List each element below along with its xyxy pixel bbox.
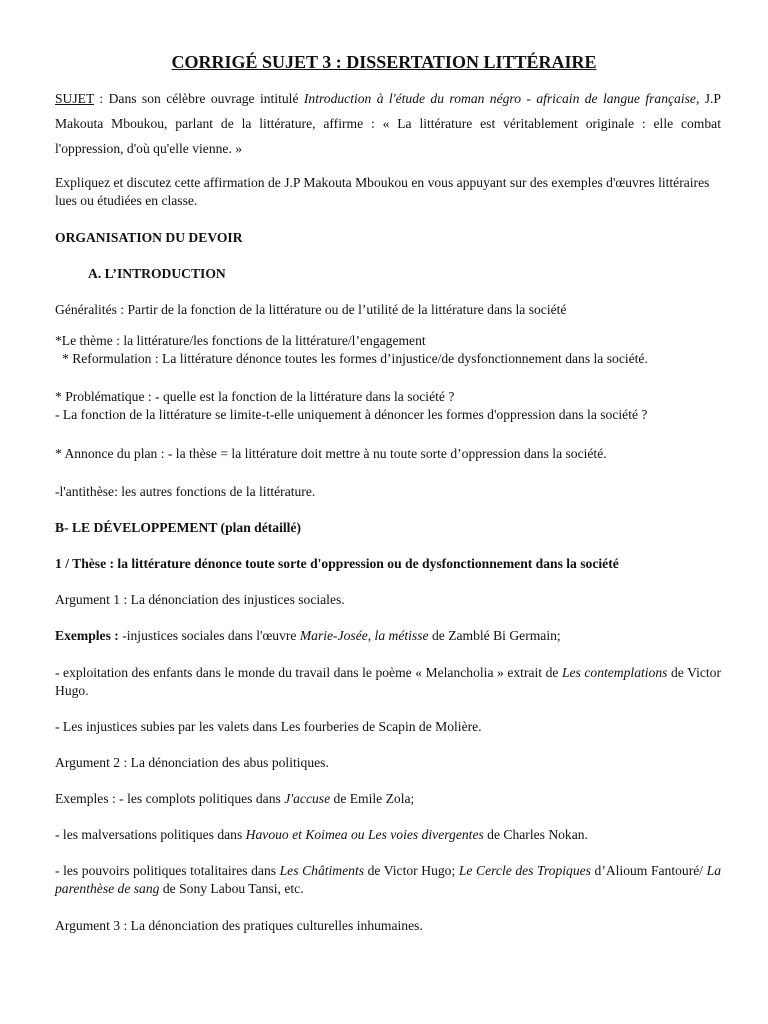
example-6-text-4: de Sony Labou Tansi, etc. bbox=[159, 881, 304, 896]
example-4-work: J'accuse bbox=[284, 791, 331, 806]
example-1-text-2: de Zamblé Bi Germain; bbox=[428, 628, 561, 643]
annonce-plan-line: * Annonce du plan : - la thèse = la littérature doit mettre à nu toute sorte d’oppression dans la société. bbox=[55, 446, 607, 461]
example-2-work: Les contemplations bbox=[561, 665, 668, 680]
example-6-text-2: de Victor Hugo; bbox=[364, 863, 459, 878]
argument-1: Argument 1 : La dénonciation des injustices sociales. bbox=[55, 592, 345, 607]
example-1-text-1: -injustices sociales dans l'œuvre bbox=[118, 628, 300, 643]
sujet-text-2: , J.P Makouta Mboukou, parlant de la littérature, affirme : « La littérature est véritablement originale : elle combat l'oppression, d'où qu'elle vienne. » bbox=[55, 91, 721, 156]
example-5 bbox=[55, 826, 721, 844]
argument-3: Argument 3 : La dénonciation des pratiques culturelles inhumaines. bbox=[55, 918, 423, 933]
generalites-line: Généralités : Partir de la fonction de la littérature ou de l’utilité de la littérature dans la société bbox=[55, 302, 567, 317]
example-4-text-1: Exemples : - les complots politiques dans bbox=[55, 791, 285, 806]
theme-line: *Le thème : la littérature/les fonctions de la littérature/l’engagement bbox=[55, 333, 426, 348]
reformulation-line: * Reformulation : La littérature dénonce toutes les formes d’injustice/de dysfonctionnement dans la société. bbox=[62, 351, 648, 366]
example-4 bbox=[55, 790, 721, 808]
sujet-book-title: Introduction à l'étude du roman négro - africain de langue française bbox=[303, 91, 696, 106]
problematique-2-line: - La fonction de la littérature se limite-t-elle uniquement à dénoncer les formes d'oppression dans la société ? bbox=[55, 407, 648, 422]
problematique-line: * Problématique : - quelle est la fonction de la littérature dans la société ? bbox=[55, 389, 455, 404]
developpement-heading: B- LE DÉVELOPPEMENT (plan détaillé) bbox=[55, 520, 301, 535]
argument-2: Argument 2 : La dénonciation des abus politiques. bbox=[55, 755, 329, 770]
these-heading: 1 / Thèse : la littérature dénonce toute sorte d'oppression ou de dysfonctionnement dans la société bbox=[55, 556, 619, 571]
sujet-paragraph bbox=[55, 86, 721, 161]
example-2-text-2: de Victor Hugo. bbox=[55, 665, 721, 698]
sujet-label: SUJET bbox=[55, 91, 95, 106]
example-6-work-2: Le Cercle des Tropiques bbox=[458, 863, 591, 878]
example-3: - Les injustices subies par les valets dans Les fourberies de Scapin de Molière. bbox=[55, 719, 482, 734]
example-2 bbox=[55, 664, 721, 700]
example-6 bbox=[55, 862, 721, 898]
introduction-heading: A. L’INTRODUCTION bbox=[88, 266, 226, 281]
document-title: CORRIGÉ SUJET 3 : DISSERTATION LITTÉRAIRE bbox=[171, 52, 597, 72]
example-2-text-1: - exploitation des enfants dans le monde du travail dans le poème « Melancholia » extrait de bbox=[55, 665, 562, 680]
example-6-text-1: - les pouvoirs politiques totalitaires dans bbox=[55, 863, 280, 878]
example-4-text-2: de Emile Zola; bbox=[330, 791, 415, 806]
antithese-line: -l'antithèse: les autres fonctions de la littérature. bbox=[55, 484, 316, 499]
example-5-work: Havouo et Koimea ou Les voies divergentes bbox=[245, 827, 484, 842]
example-6-text-3: d’Alioum Fantouré/ bbox=[590, 863, 707, 878]
example-1 bbox=[55, 627, 721, 645]
example-5-text-2: de Charles Nokan. bbox=[483, 827, 588, 842]
example-6-work-3: La parenthèse de sang bbox=[55, 863, 722, 896]
organisation-heading: ORGANISATION DU DEVOIR bbox=[55, 230, 243, 245]
exemples-label: Exemples : bbox=[55, 628, 119, 643]
example-5-text-1: - les malversations politiques dans bbox=[55, 827, 246, 842]
consigne-paragraph: Expliquez et discutez cette affirmation de J.P Makouta Mboukou en vous appuyant sur des exemples d'œuvres littéraires lues ou étudiées en classe. bbox=[55, 175, 710, 208]
example-6-work-1: Les Châtiments bbox=[279, 863, 365, 878]
example-1-work: Marie-Josée, la métisse bbox=[299, 628, 429, 643]
sujet-text-1: : Dans son célèbre ouvrage intitulé bbox=[94, 91, 304, 106]
